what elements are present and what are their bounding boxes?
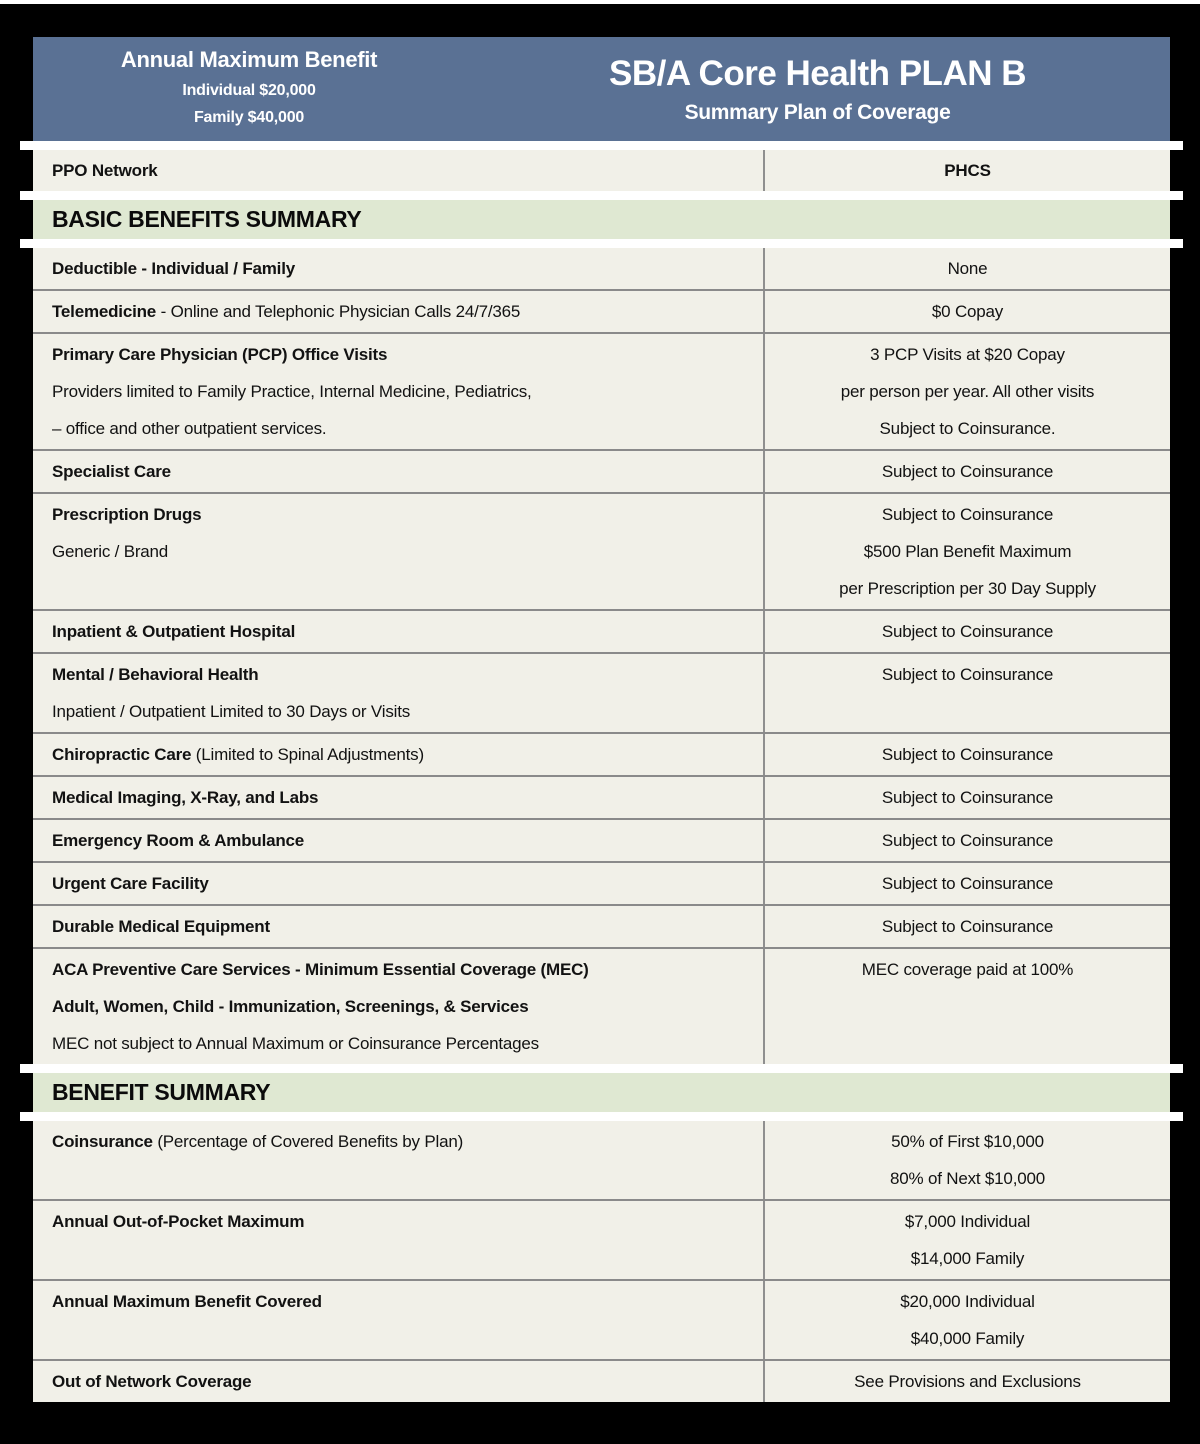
benefit-label-cell <box>33 863 763 904</box>
benefit-label-cell <box>33 1281 763 1359</box>
table-row <box>33 494 1170 611</box>
annual-max-individual: Individual $20,000 <box>182 82 316 100</box>
plan-title-block <box>465 54 1170 125</box>
benefit-label-cell <box>33 611 763 652</box>
benefit-label-cell <box>33 734 763 775</box>
ppo-network-table <box>33 150 1170 191</box>
benefit-label-cell <box>33 820 763 861</box>
benefit-value-cell <box>763 1201 1170 1279</box>
benefit-summary-table <box>33 1121 1170 1402</box>
benefit-value-line: 50% of First $10,000 <box>891 1131 1044 1151</box>
table-row <box>33 863 1170 906</box>
table-row <box>33 248 1170 291</box>
annual-max-benefit-title: Annual Maximum Benefit <box>120 47 378 73</box>
benefit-label-cell <box>33 654 763 732</box>
benefit-label-cell <box>33 949 763 1064</box>
benefit-label-line: Primary Care Physician (PCP) Office Visits <box>52 344 388 364</box>
table-row <box>33 1281 1170 1361</box>
benefit-value-line: Subject to Coinsurance. <box>879 418 1056 438</box>
table-row <box>33 1361 1170 1402</box>
table-row <box>33 611 1170 654</box>
benefit-value-cell <box>763 334 1170 449</box>
table-row <box>33 949 1170 1064</box>
benefit-label-line: Medical Imaging, X-Ray, and Labs <box>52 787 319 807</box>
plan-subtitle: Summary Plan of Coverage <box>684 100 951 124</box>
table-row <box>33 654 1170 734</box>
table-row <box>33 777 1170 820</box>
benefit-label-line: Adult, Women, Child - Immunization, Screenings, & Services <box>52 996 529 1016</box>
benefit-label-line: – office and other outpatient services. <box>52 418 327 438</box>
section-header-basic-benefits: BASIC BENEFITS SUMMARY <box>33 200 1170 239</box>
benefit-value-line: Subject to Coinsurance <box>881 873 1054 893</box>
benefit-label-line: Inpatient / Outpatient Limited to 30 Days or Visits <box>52 701 411 721</box>
benefit-label-cell <box>33 451 763 492</box>
benefit-value-line: Subject to Coinsurance <box>881 504 1054 524</box>
benefit-value-line: MEC coverage paid at 100% <box>861 959 1074 979</box>
benefit-label-line: Urgent Care Facility <box>52 873 209 893</box>
benefit-label-cell <box>33 906 763 947</box>
benefit-label-cell <box>33 150 763 191</box>
benefit-value-line: Subject to Coinsurance <box>881 787 1054 807</box>
benefit-label-line: Annual Out-of-Pocket Maximum <box>52 1211 305 1231</box>
annual-max-benefit-block <box>33 47 465 131</box>
table-row <box>33 451 1170 494</box>
benefit-label-line: Coinsurance (Percentage of Covered Benefits by Plan) <box>52 1131 464 1151</box>
benefit-label-cell <box>33 334 763 449</box>
benefit-value-line: Subject to Coinsurance <box>881 916 1054 936</box>
table-row <box>33 334 1170 451</box>
white-separator-band <box>20 1064 1183 1073</box>
benefit-value-line: None <box>947 258 988 278</box>
benefit-label-line: ACA Preventive Care Services - Minimum Essential Coverage (MEC) <box>52 959 589 979</box>
benefit-value-cell <box>763 150 1170 191</box>
white-separator-band <box>20 191 1183 200</box>
benefit-value-cell <box>763 949 1170 1064</box>
benefit-value-line: $500 Plan Benefit Maximum <box>863 541 1072 561</box>
benefit-value-cell <box>763 291 1170 332</box>
table-row <box>33 820 1170 863</box>
benefit-value-cell <box>763 820 1170 861</box>
benefit-value-line: $14,000 Family <box>910 1248 1025 1268</box>
benefit-label-line: Deductible - Individual / Family <box>52 258 295 278</box>
benefit-value-line: Subject to Coinsurance <box>881 744 1054 764</box>
white-separator-band <box>20 1112 1183 1121</box>
benefit-value-cell <box>763 494 1170 609</box>
benefit-value-cell <box>763 654 1170 732</box>
table-row <box>33 1201 1170 1281</box>
benefit-label-line: Specialist Care <box>52 461 171 481</box>
benefit-value-cell <box>763 1121 1170 1199</box>
table-row <box>33 150 1170 191</box>
benefit-label-cell <box>33 777 763 818</box>
benefit-label-cell <box>33 248 763 289</box>
benefit-value-line: Subject to Coinsurance <box>881 621 1054 641</box>
benefit-label-line: MEC not subject to Annual Maximum or Coinsurance Percentages <box>52 1033 539 1053</box>
benefit-label-cell <box>33 494 763 609</box>
benefit-value-cell <box>763 611 1170 652</box>
benefit-value-line: 3 PCP Visits at $20 Copay <box>870 344 1065 364</box>
benefit-value-cell <box>763 451 1170 492</box>
benefit-label-line: Inpatient & Outpatient Hospital <box>52 621 296 641</box>
benefit-label-line: Emergency Room & Ambulance <box>52 830 305 850</box>
benefit-value-line: Subject to Coinsurance <box>881 830 1054 850</box>
benefit-label-cell <box>33 1201 763 1279</box>
basic-benefits-table <box>33 248 1170 1064</box>
benefit-label-line: Prescription Drugs <box>52 504 202 524</box>
benefit-label-line: Annual Maximum Benefit Covered <box>52 1291 322 1311</box>
table-row <box>33 734 1170 777</box>
annual-max-family: Family $40,000 <box>193 108 305 126</box>
benefit-label-line: Telemedicine - Online and Telephonic Physician Calls 24/7/365 <box>52 301 521 321</box>
benefit-value-cell <box>763 1281 1170 1359</box>
plan-title: SB/A Core Health PLAN B <box>609 53 1026 93</box>
benefit-label-cell <box>33 1121 763 1199</box>
benefit-label-line: Mental / Behavioral Health <box>52 664 259 684</box>
benefit-value-cell <box>763 777 1170 818</box>
benefit-label-cell <box>33 1361 763 1402</box>
benefit-label-line: PPO Network <box>52 160 158 180</box>
benefit-value-line: $40,000 Family <box>910 1328 1025 1348</box>
benefit-value-line: 80% of Next $10,000 <box>890 1168 1045 1188</box>
benefit-value-line: $0 Copay <box>931 301 1004 321</box>
table-row <box>33 291 1170 334</box>
benefit-value-cell <box>763 863 1170 904</box>
benefit-value-cell <box>763 1361 1170 1402</box>
benefit-label-line: Out of Network Coverage <box>52 1371 252 1391</box>
benefit-value-line: Subject to Coinsurance <box>881 664 1054 684</box>
table-row <box>33 1121 1170 1201</box>
white-separator-band <box>20 239 1183 248</box>
benefit-value-line: $7,000 Individual <box>904 1211 1031 1231</box>
benefit-value-line: per Prescription per 30 Day Supply <box>839 578 1096 598</box>
white-separator-band <box>20 141 1183 150</box>
benefit-value-line: $20,000 Individual <box>900 1291 1035 1311</box>
benefit-value-cell <box>763 248 1170 289</box>
benefit-value-cell <box>763 906 1170 947</box>
benefit-value-line: Subject to Coinsurance <box>881 461 1054 481</box>
benefit-label-cell <box>33 291 763 332</box>
document-header <box>33 37 1170 141</box>
plan-summary-document <box>33 37 1170 1402</box>
top-edge-strip <box>0 0 1200 4</box>
benefit-label-line: Chiropractic Care (Limited to Spinal Adjustments) <box>52 744 424 764</box>
benefit-value-line: PHCS <box>944 160 991 180</box>
benefit-value-line: See Provisions and Exclusions <box>854 1371 1081 1391</box>
table-row <box>33 906 1170 949</box>
benefit-value-line: per person per year. All other visits <box>840 381 1095 401</box>
benefit-label-line: Providers limited to Family Practice, Internal Medicine, Pediatrics, <box>52 381 532 401</box>
section-header-benefit-summary: BENEFIT SUMMARY <box>33 1073 1170 1112</box>
benefit-value-cell <box>763 734 1170 775</box>
benefit-label-line: Generic / Brand <box>52 541 169 561</box>
benefit-label-line: Durable Medical Equipment <box>52 916 270 936</box>
